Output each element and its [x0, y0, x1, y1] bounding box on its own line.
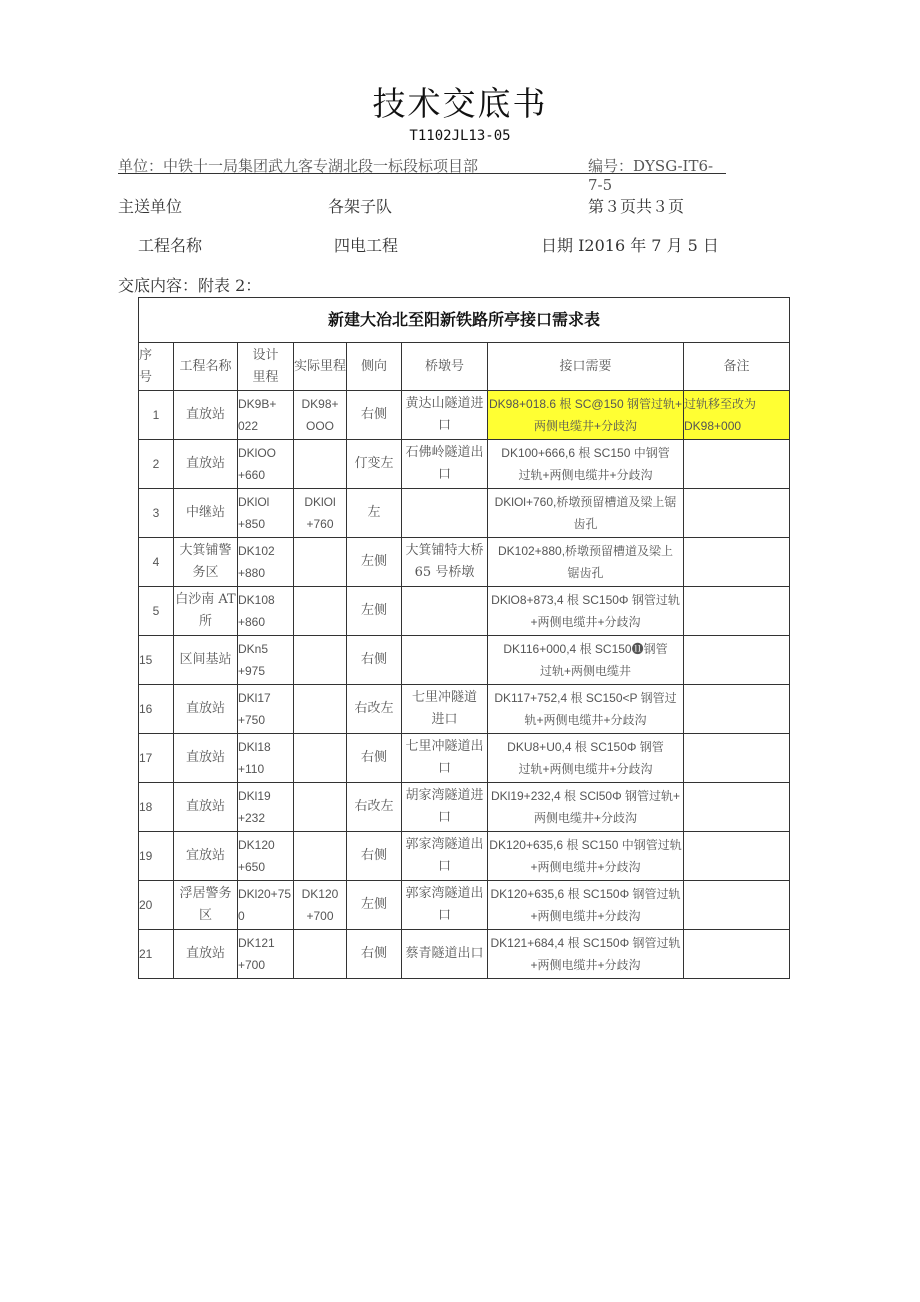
- table-row: [139, 685, 790, 734]
- cell-name: 直放站: [174, 783, 238, 832]
- cell-actual: DKlOl +760: [294, 489, 347, 538]
- cell-name: 直放站: [174, 391, 238, 440]
- cell-pier: [402, 587, 488, 636]
- cell-interface: DK98+018.6 根 SC@150 钢管过轨+ 两侧电缆井+分歧沟: [488, 391, 684, 440]
- cell-pier: [402, 489, 488, 538]
- cell-pier: 黄达山隧道进 口: [402, 391, 488, 440]
- table-row: [139, 538, 790, 587]
- cell-pier: 胡家湾隧道进 口: [402, 783, 488, 832]
- cell-seq: 17: [139, 734, 174, 783]
- cell-actual: [294, 440, 347, 489]
- cell-remark: [684, 440, 790, 489]
- cell-pier: [402, 636, 488, 685]
- table-row: [139, 489, 790, 538]
- cell-remark: 过轨移至改为 DK98+000: [684, 391, 790, 440]
- header-name: 工程名称: [174, 343, 238, 391]
- table-caption: 新建大冶北至阳新铁路所亭接口需求表: [139, 298, 790, 343]
- cell-remark: [684, 636, 790, 685]
- table-row: [139, 832, 790, 881]
- cell-design: DK108 +860: [238, 587, 294, 636]
- cell-actual: [294, 734, 347, 783]
- cell-actual: [294, 832, 347, 881]
- unit-name: 单位：中铁十一局集团武九客专湖北段一标段标项目部: [118, 157, 479, 175]
- cell-design: DKlOl +850: [238, 489, 294, 538]
- cell-side: 左侧: [347, 881, 402, 930]
- cell-design: DKl19 +232: [238, 783, 294, 832]
- header-design: 设计 里程: [238, 343, 294, 391]
- header-side: 侧向: [347, 343, 402, 391]
- cell-seq: 16: [139, 685, 174, 734]
- document-date: 日期 I2016 年 7 月 5 日: [541, 236, 719, 255]
- cell-interface: DKl19+232,4 根 SCl50Φ 钢管过轨+ 两侧电缆井+分歧沟: [488, 783, 684, 832]
- document-title: 技术交底书: [372, 84, 548, 123]
- cell-design: DKn5 +975: [238, 636, 294, 685]
- table-row: [139, 636, 790, 685]
- cell-actual: [294, 587, 347, 636]
- cell-side: 右侧: [347, 636, 402, 685]
- cell-seq: 15: [139, 636, 174, 685]
- cell-pier: 七里冲隧道出 口: [402, 734, 488, 783]
- cell-side: 右侧: [347, 391, 402, 440]
- send-label: 主送单位: [118, 197, 183, 216]
- cell-interface: DK102+880,桥墩预留槽道及梁上 锯齿孔: [488, 538, 684, 587]
- project-value: 四电工程: [334, 236, 399, 255]
- cell-remark: [684, 538, 790, 587]
- cell-pier: 七里冲隧道 进口: [402, 685, 488, 734]
- cell-side: 仃变左: [347, 440, 402, 489]
- cell-side: 左侧: [347, 587, 402, 636]
- table-row: [139, 440, 790, 489]
- cell-name: 浮居警务 区: [174, 881, 238, 930]
- cell-name: 宜放站: [174, 832, 238, 881]
- cell-actual: [294, 636, 347, 685]
- table-row: [139, 881, 790, 930]
- document-number: 编号：DYSG-IT6-7-5: [588, 157, 714, 194]
- cell-name: 直放站: [174, 440, 238, 489]
- cell-interface: DK121+684,4 根 SC150Φ 钢管过轨 +两侧电缆井+分歧沟: [488, 930, 684, 979]
- cell-actual: [294, 930, 347, 979]
- cell-design: DK102 +880: [238, 538, 294, 587]
- cell-side: 右侧: [347, 832, 402, 881]
- cell-design: DK120 +650: [238, 832, 294, 881]
- content-label: 交底内容：附表 2：: [118, 276, 262, 295]
- cell-side: 右侧: [347, 734, 402, 783]
- cell-seq: 1: [139, 391, 174, 440]
- cell-name: 中继站: [174, 489, 238, 538]
- table-row: [139, 587, 790, 636]
- cell-remark: [684, 783, 790, 832]
- cell-name: 直放站: [174, 930, 238, 979]
- cell-remark: [684, 685, 790, 734]
- cell-seq: 21: [139, 930, 174, 979]
- cell-interface: DK117+752,4 根 SC150<P 钢管过 轨+两侧电缆井+分歧沟: [488, 685, 684, 734]
- table-row: [139, 930, 790, 979]
- table-row: [139, 391, 790, 440]
- header-seq: 序 号: [139, 343, 174, 391]
- cell-remark: [684, 881, 790, 930]
- cell-actual: [294, 783, 347, 832]
- cell-design: DK121 +700: [238, 930, 294, 979]
- cell-pier: 郭家湾隧道出 口: [402, 832, 488, 881]
- cell-design: DK9B+ 022: [238, 391, 294, 440]
- cell-name: 大箕铺警 务区: [174, 538, 238, 587]
- project-label: 工程名称: [138, 236, 203, 255]
- unit-line: [118, 153, 726, 194]
- cell-pier: 蔡青隧道出口: [402, 930, 488, 979]
- cell-remark: [684, 489, 790, 538]
- cell-side: 右侧: [347, 930, 402, 979]
- cell-actual: DK98+ OOO: [294, 391, 347, 440]
- header-pier: 桥墩号: [402, 343, 488, 391]
- cell-design: DKl17 +750: [238, 685, 294, 734]
- cell-seq: 20: [139, 881, 174, 930]
- cell-interface: DKlO8+873,4 根 SC150Φ 钢管过轨 +两侧电缆井+分歧沟: [488, 587, 684, 636]
- cell-interface: DK120+635,6 根 SC150Φ 钢管过轨 +两侧电缆井+分歧沟: [488, 881, 684, 930]
- cell-design: DKlOO +660: [238, 440, 294, 489]
- cell-design: DKl20+75 0: [238, 881, 294, 930]
- cell-interface: DK100+666,6 根 SC150 中钢管 过轨+两侧电缆井+分歧沟: [488, 440, 684, 489]
- cell-side: 右改左: [347, 783, 402, 832]
- cell-name: 白沙南 AT 所: [174, 587, 238, 636]
- cell-interface: DK120+635,6 根 SC150 中钢管过轨 +两侧电缆井+分歧沟: [488, 832, 684, 881]
- cell-side: 左: [347, 489, 402, 538]
- cell-name: 直放站: [174, 685, 238, 734]
- cell-pier: 郭家湾隧道出 口: [402, 881, 488, 930]
- cell-pier: 石佛岭隧道出 口: [402, 440, 488, 489]
- cell-seq: 19: [139, 832, 174, 881]
- cell-interface: DK116+000,4 根 SC150⓫钢管 过轨+两侧电缆井: [488, 636, 684, 685]
- cell-remark: [684, 930, 790, 979]
- cell-seq: 5: [139, 587, 174, 636]
- header-actual: 实际里程: [294, 343, 347, 391]
- cell-actual: DK120 +700: [294, 881, 347, 930]
- cell-remark: [684, 832, 790, 881]
- header-remark: 备注: [684, 343, 790, 391]
- table-header-row: [139, 343, 790, 391]
- table-row: [139, 783, 790, 832]
- cell-interface: DKU8+U0,4 根 SC150Φ 钢管 过轨+两侧电缆井+分歧沟: [488, 734, 684, 783]
- cell-interface: DKlOl+760,桥墩预留槽道及梁上锯 齿孔: [488, 489, 684, 538]
- cell-remark: [684, 587, 790, 636]
- cell-side: 右改左: [347, 685, 402, 734]
- cell-design: DKl18 +110: [238, 734, 294, 783]
- table-row: [139, 734, 790, 783]
- interface-table: [138, 297, 790, 979]
- cell-seq: 4: [139, 538, 174, 587]
- cell-seq: 18: [139, 783, 174, 832]
- send-value: 各架子队: [328, 197, 393, 216]
- cell-name: 直放站: [174, 734, 238, 783]
- cell-side: 左侧: [347, 538, 402, 587]
- cell-pier: 大箕铺特大桥 65 号桥墩: [402, 538, 488, 587]
- cell-seq: 2: [139, 440, 174, 489]
- cell-actual: [294, 538, 347, 587]
- cell-name: 区间基站: [174, 636, 238, 685]
- cell-remark: [684, 734, 790, 783]
- document-code: T1102JL13-05: [409, 128, 511, 144]
- cell-actual: [294, 685, 347, 734]
- header-interface: 接口需要: [488, 343, 684, 391]
- cell-seq: 3: [139, 489, 174, 538]
- page-indicator: 第３页共３页: [588, 197, 685, 216]
